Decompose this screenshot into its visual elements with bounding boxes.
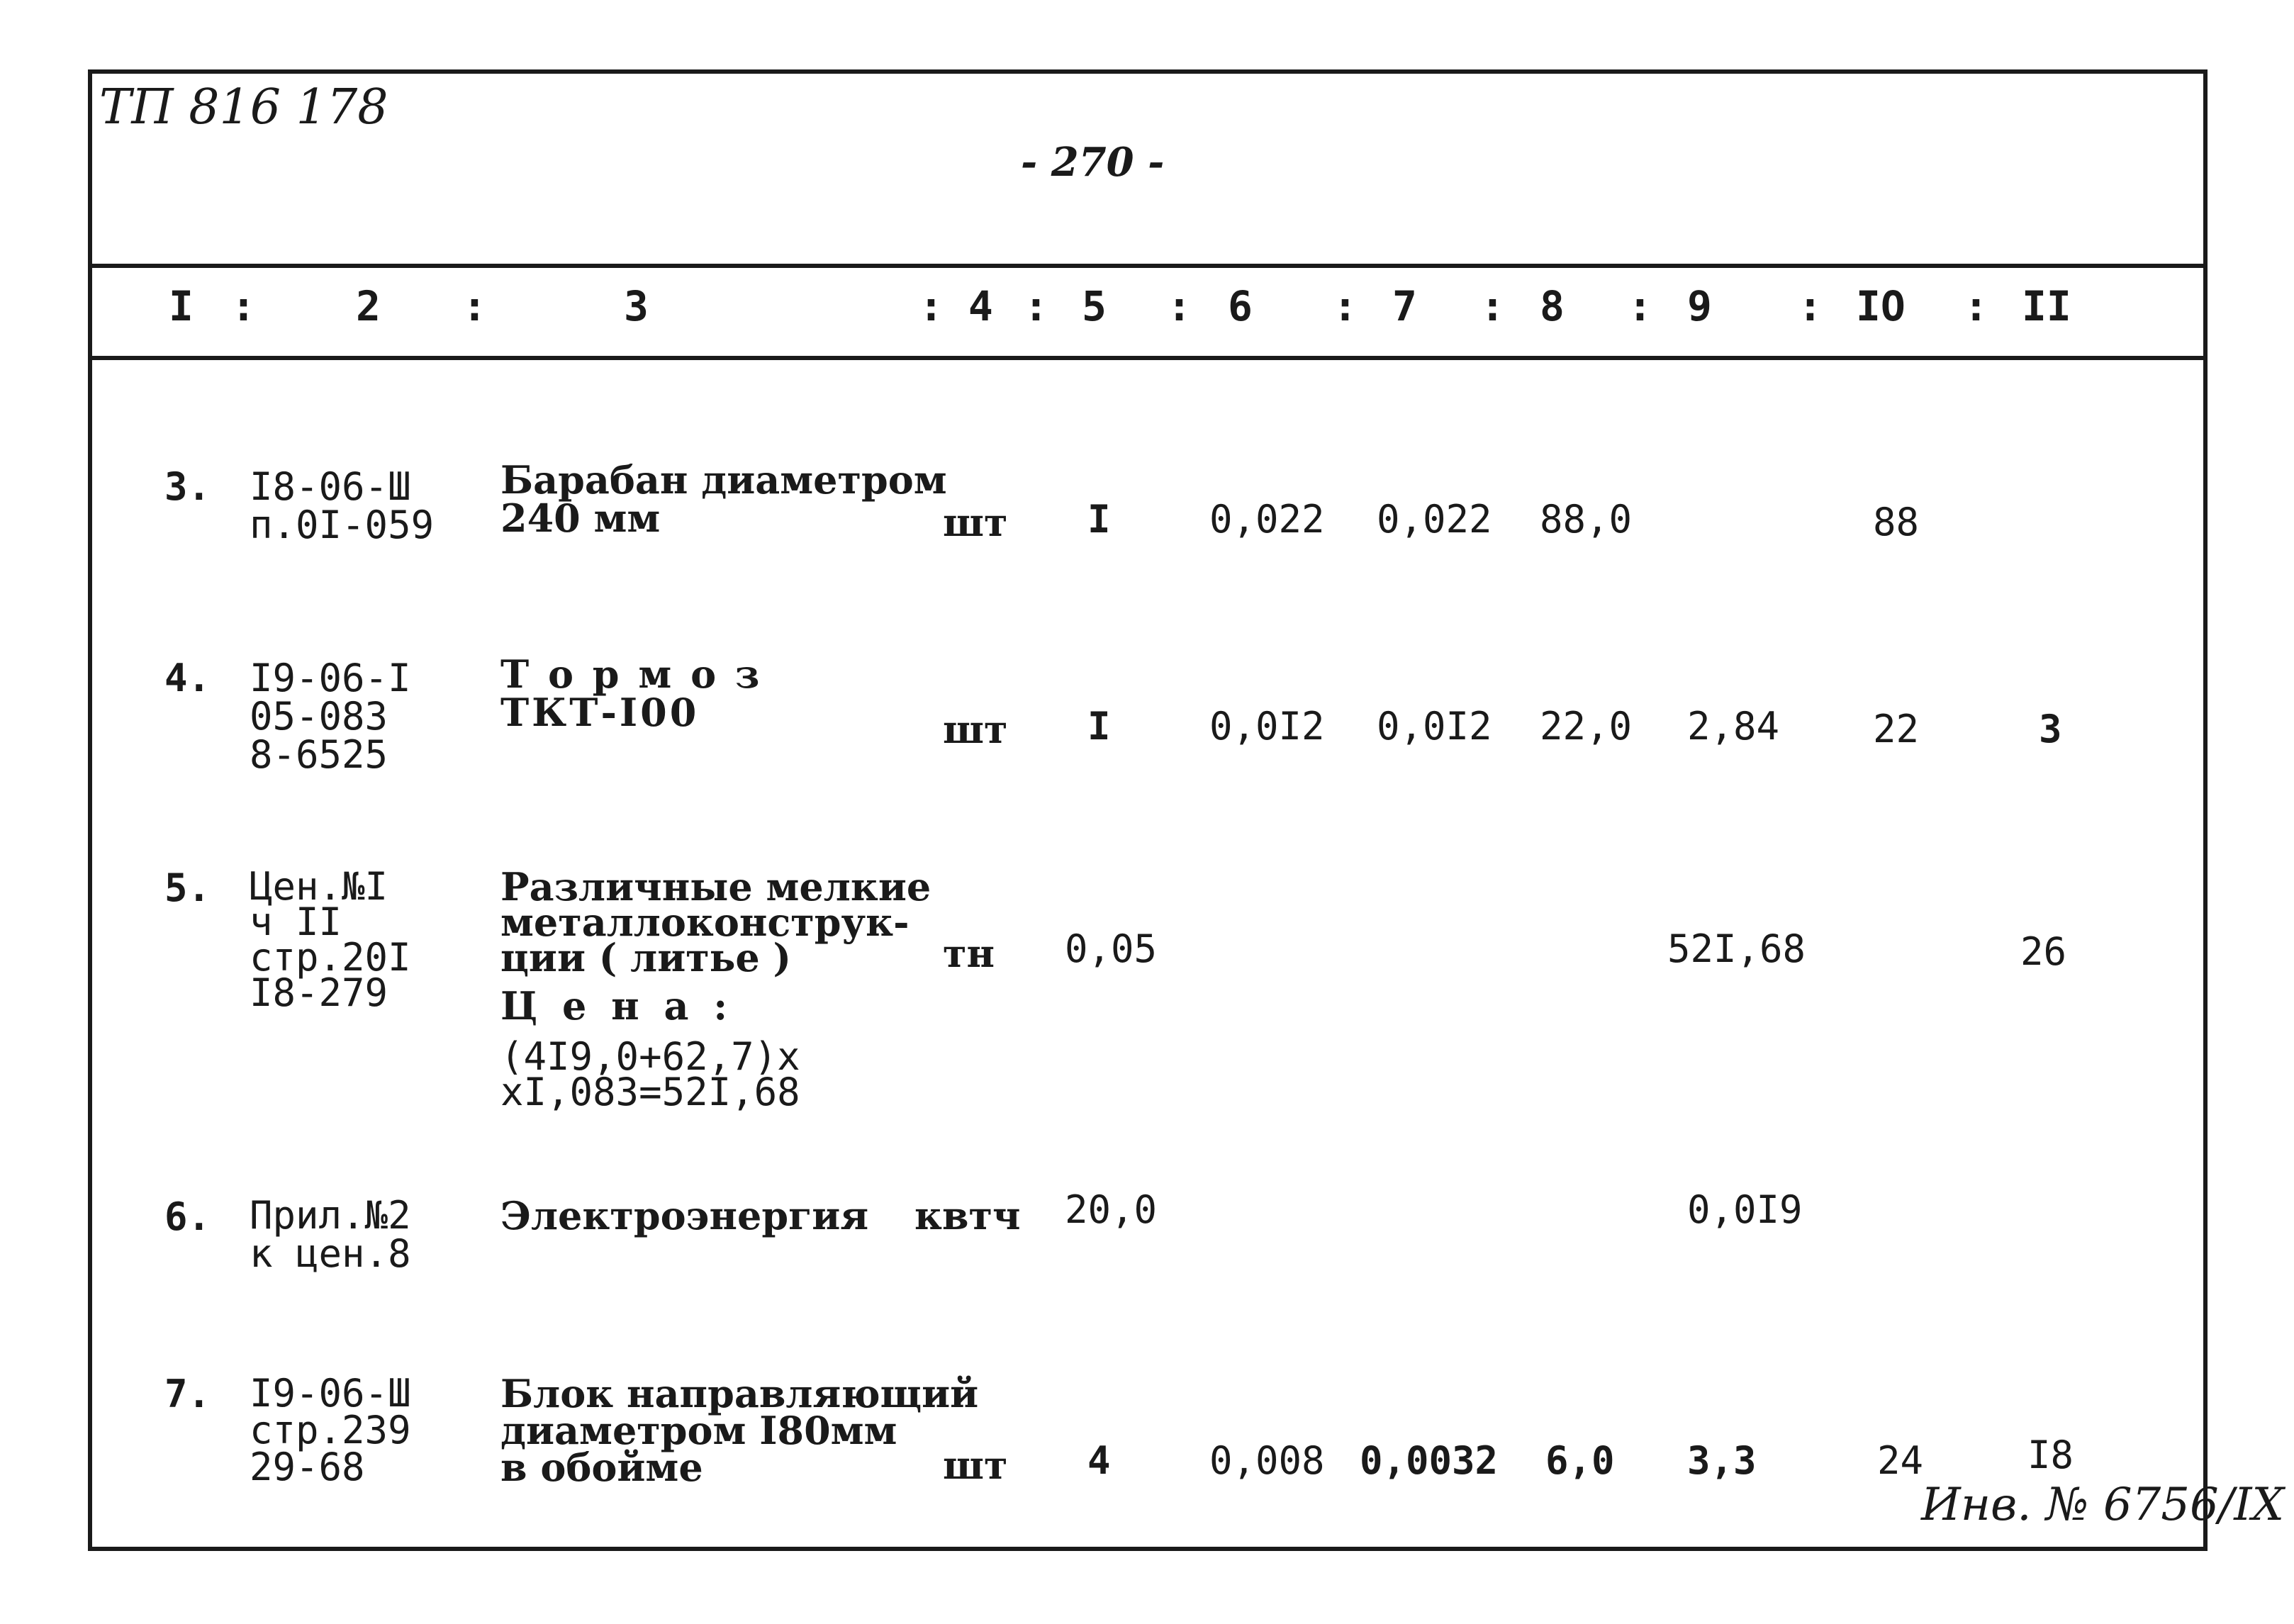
- col-header-10: IO: [1856, 282, 1906, 330]
- header-divider-top: [88, 264, 2208, 268]
- row-unit: шт: [943, 707, 1008, 752]
- row-unit: квтч: [914, 1193, 1021, 1238]
- col-header-7: 7: [1392, 282, 1417, 330]
- row-reference: I8-06-Ш п.0I-059: [250, 464, 435, 547]
- price-label: Ц е н а :: [500, 983, 734, 1029]
- col-header-6: 6: [1228, 282, 1253, 330]
- row-col7: 0,0032: [1360, 1438, 1499, 1483]
- row-col11: 3: [2039, 707, 2062, 751]
- row-col6: 0,022: [1209, 497, 1325, 542]
- col-sep: :: [1167, 282, 1192, 330]
- col-header-5: 5: [1082, 282, 1107, 330]
- row-number: 7.: [164, 1372, 211, 1416]
- col-sep: :: [231, 282, 256, 330]
- row-quantity: 0,05: [1065, 926, 1158, 971]
- col-header-1: I: [169, 282, 194, 330]
- row-col9: 3,3: [1687, 1438, 1757, 1483]
- col-sep: :: [1798, 282, 1823, 330]
- col-sep: :: [1628, 282, 1652, 330]
- row-number: 6.: [164, 1194, 211, 1239]
- row-number: 3.: [164, 464, 211, 509]
- row-col8: 22,0: [1540, 704, 1633, 749]
- row-unit: шт: [943, 500, 1008, 545]
- row-col10: 88: [1873, 500, 1920, 544]
- row-col6: 0,0I2: [1209, 704, 1325, 749]
- doc-code: ТП 816 178: [99, 79, 388, 135]
- row-col10: 24: [1877, 1438, 1924, 1483]
- row-description: Барабан диаметром 240 мм: [500, 457, 947, 541]
- row-reference: I9-06-I 05-083 8-6525: [250, 656, 411, 777]
- row-unit: тн: [943, 931, 995, 976]
- row-col10: 22: [1873, 707, 1920, 751]
- col-sep: :: [1480, 282, 1505, 330]
- row-col9: 2,84: [1687, 704, 1780, 749]
- row-reference: I9-06-Ш стр.239 29-68: [250, 1371, 411, 1489]
- row-description: Т о р м о з ТКТ-I00: [500, 651, 763, 735]
- row-col7: 0,0I2: [1377, 704, 1492, 749]
- row-quantity: 4: [1087, 1438, 1111, 1483]
- col-sep: :: [1024, 282, 1048, 330]
- col-header-11: II: [2022, 282, 2071, 330]
- col-header-8: 8: [1540, 282, 1565, 330]
- col-header-2: 2: [356, 282, 381, 330]
- row-col9: 52I,68: [1667, 926, 1806, 971]
- row-quantity: 20,0: [1065, 1187, 1158, 1232]
- page-number: - 270 -: [1021, 139, 1165, 186]
- row-description: Блок направляющий диаметром I80мм в обойме: [500, 1371, 979, 1490]
- col-header-4: : 4: [919, 282, 993, 330]
- row-col8: 6,0: [1545, 1438, 1615, 1483]
- row-quantity: I: [1087, 497, 1111, 542]
- row-quantity: I: [1087, 704, 1111, 749]
- row-col6: 0,008: [1209, 1438, 1325, 1483]
- row-col8: 88,0: [1540, 497, 1633, 542]
- col-header-3: 3: [624, 282, 649, 330]
- row-unit: шт: [943, 1443, 1008, 1488]
- row-col11: I8: [2027, 1433, 2074, 1477]
- col-sep: :: [462, 282, 487, 330]
- row-description: Электроэнергия: [500, 1193, 869, 1238]
- row-description: Различные мелкие металлоконструк- ции ( литье ): [500, 864, 931, 980]
- col-header-9: 9: [1687, 282, 1712, 330]
- col-sep: :: [1333, 282, 1358, 330]
- price-formula: (4I9,0+62,7)х хI,083=52I,68: [500, 1034, 800, 1114]
- row-reference: Цен.№I ч II стр.20I I8-279: [250, 864, 411, 1015]
- inventory-stamp: Инв. № 6756/IX: [1921, 1479, 2285, 1531]
- col-sep: :: [1964, 282, 1988, 330]
- row-col9: 0,0I9: [1687, 1187, 1803, 1232]
- row-number: 5.: [164, 866, 211, 910]
- row-number: 4.: [164, 656, 211, 700]
- row-reference: Прил.№2 к цен.8: [250, 1193, 411, 1276]
- header-divider-bottom: [88, 356, 2208, 360]
- row-col7: 0,022: [1377, 497, 1492, 542]
- row-col11: 26: [2020, 929, 2067, 974]
